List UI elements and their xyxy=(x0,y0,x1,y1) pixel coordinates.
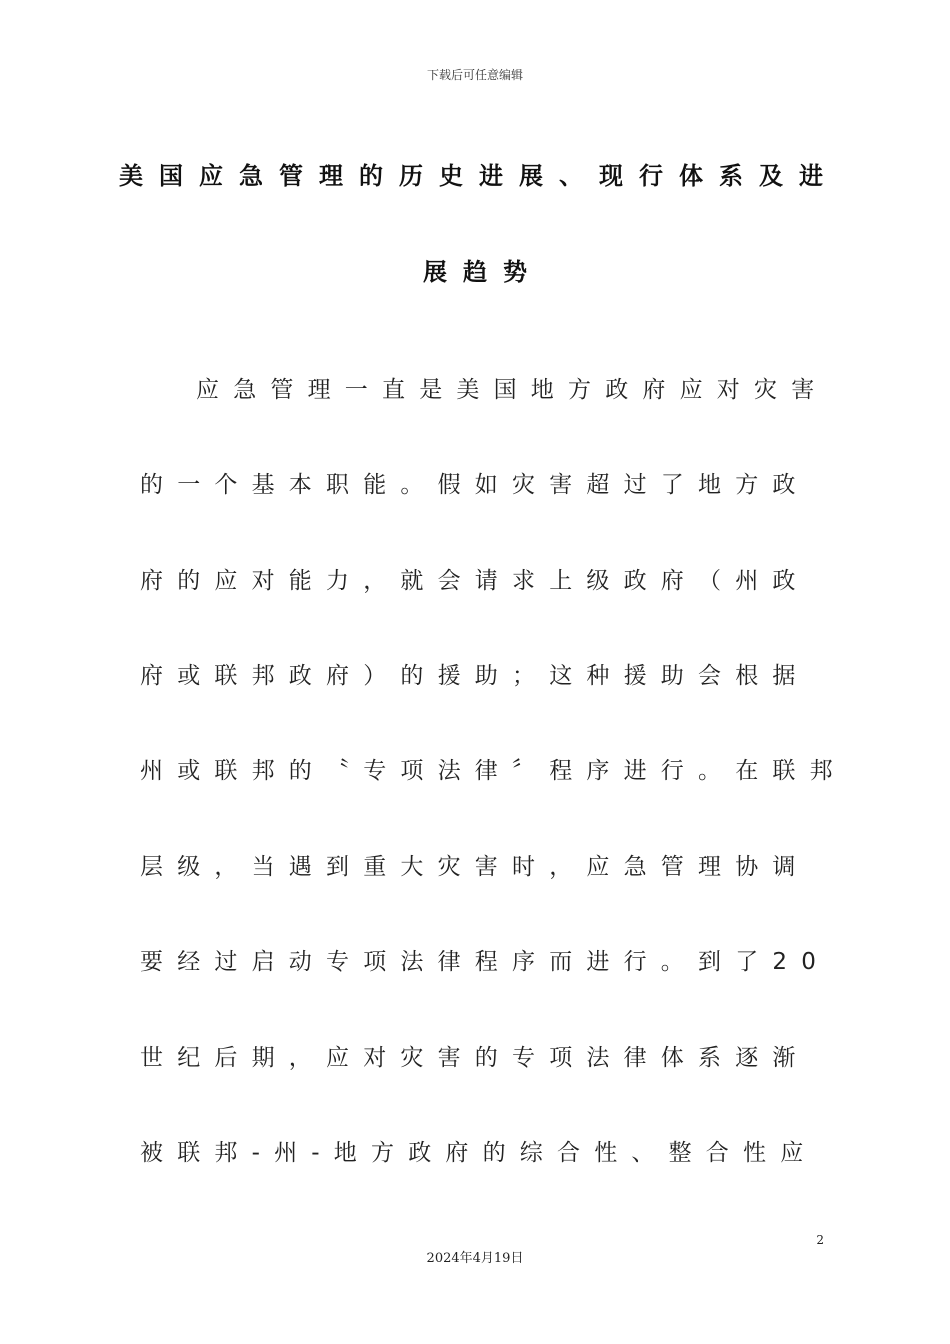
document-title-line-2: 展趋势 xyxy=(423,258,543,286)
paragraph-line: 应急管理一直是美国地方政府应对灾害 xyxy=(196,377,829,403)
paragraph-line: 的一个基本职能。假如灾害超过了地方政 xyxy=(140,472,810,498)
paragraph-line: 层级，当遇到重大灾害时，应急管理协调 xyxy=(140,854,810,880)
paragraph-line: 府或联邦政府）的援助；这种援助会根据 xyxy=(140,663,810,689)
paragraph-line: 府的应对能力，就会请求上级政府（州政 xyxy=(140,568,810,594)
page-number: 2 xyxy=(816,1233,824,1247)
footer-date: 2024年4月19日 xyxy=(426,1251,524,1266)
header-note: 下载后可任意编辑 xyxy=(426,68,523,82)
paragraph-line: 州或联邦的〝专项法律〞程序进行。在联邦 xyxy=(140,758,847,784)
document-title-line-1: 美国应急管理的历史进展、现行体系及进 xyxy=(119,162,839,190)
paragraph-line: 要经过启动专项法律程序而进行。到了20 xyxy=(140,949,831,975)
paragraph-line: 世纪后期，应对灾害的专项法律体系逐渐 xyxy=(140,1045,810,1071)
paragraph-line: 被联邦-州-地方政府的综合性、整合性应 xyxy=(140,1140,818,1166)
